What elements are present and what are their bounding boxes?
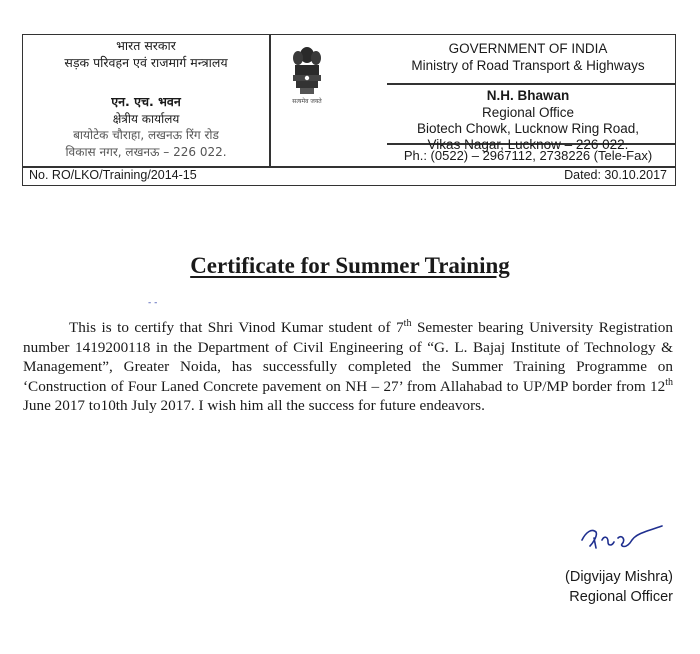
ministry-name: Ministry of Road Transport & Highways: [411, 58, 645, 73]
hindi-regional-office: क्षेत्रीय कार्यालय: [112, 112, 180, 126]
letterhead-divider-right-1: [387, 83, 675, 85]
stray-mark: - -: [148, 298, 158, 308]
hindi-nh-bhawan: एन. एच. भवन: [111, 94, 181, 109]
certificate-title: Certificate for Summer Training: [190, 253, 510, 278]
signatory-name: (Digvijay Mishra): [565, 569, 673, 585]
date: Dated: 30.10.2017: [564, 168, 667, 182]
reference-number: No. RO/LKO/Training/2014-15: [29, 168, 197, 182]
phone-number: Ph.: (0522) – 2967112, 2738226 (Tele-Fax): [403, 148, 653, 163]
hindi-address-1: बायोटेक चौराहा, लखनऊ रिंग रोड: [73, 128, 219, 142]
letterhead: [22, 34, 676, 186]
ordinal-suffix-1: th: [403, 317, 412, 329]
hindi-address-2: विकास नगर, लखनऊ – 226 022.: [65, 145, 227, 159]
body-text-3: June 2017 to10th July 2017. I wish him all the success for future endeavors.: [23, 397, 485, 415]
emblem-motto: सत्यमेव जयते: [292, 98, 322, 105]
certificate-body: [23, 318, 673, 416]
signature-icon: [578, 518, 666, 558]
address-line-1: Biotech Chowk, Lucknow Ring Road,: [416, 121, 640, 136]
address-line-2: Vikas Nagar, Lucknow – 226 022.: [427, 137, 629, 152]
regional-office: Regional Office: [481, 105, 575, 120]
body-text-2: Semester bearing University Registration number 1419200118 in the Department of Civil Engineering of “G. L. Bajaj Institute of Technology & Management”, Greater Noida, has successfully completed the Summer Training Programme on ‘Construction of Four Laned Concrete pavement on NH – 27’ from Allahabad to UP/MP border from 12: [23, 319, 673, 395]
letterhead-divider-vertical: [269, 35, 271, 167]
government-of-india: GOVERNMENT OF INDIA: [448, 41, 608, 56]
ordinal-suffix-2: th: [665, 376, 673, 388]
nh-bhawan: N.H. Bhawan: [486, 88, 570, 103]
signatory-designation: Regional Officer: [569, 589, 673, 605]
body-paragraph: [23, 318, 673, 416]
body-text-1: This is to certify that Shri Vinod Kumar student of 7: [69, 319, 404, 336]
hindi-government: भारत सरकार: [116, 38, 176, 53]
hindi-ministry: सड़क परिवहन एवं राजमार्ग मन्त्रालय: [64, 55, 228, 70]
